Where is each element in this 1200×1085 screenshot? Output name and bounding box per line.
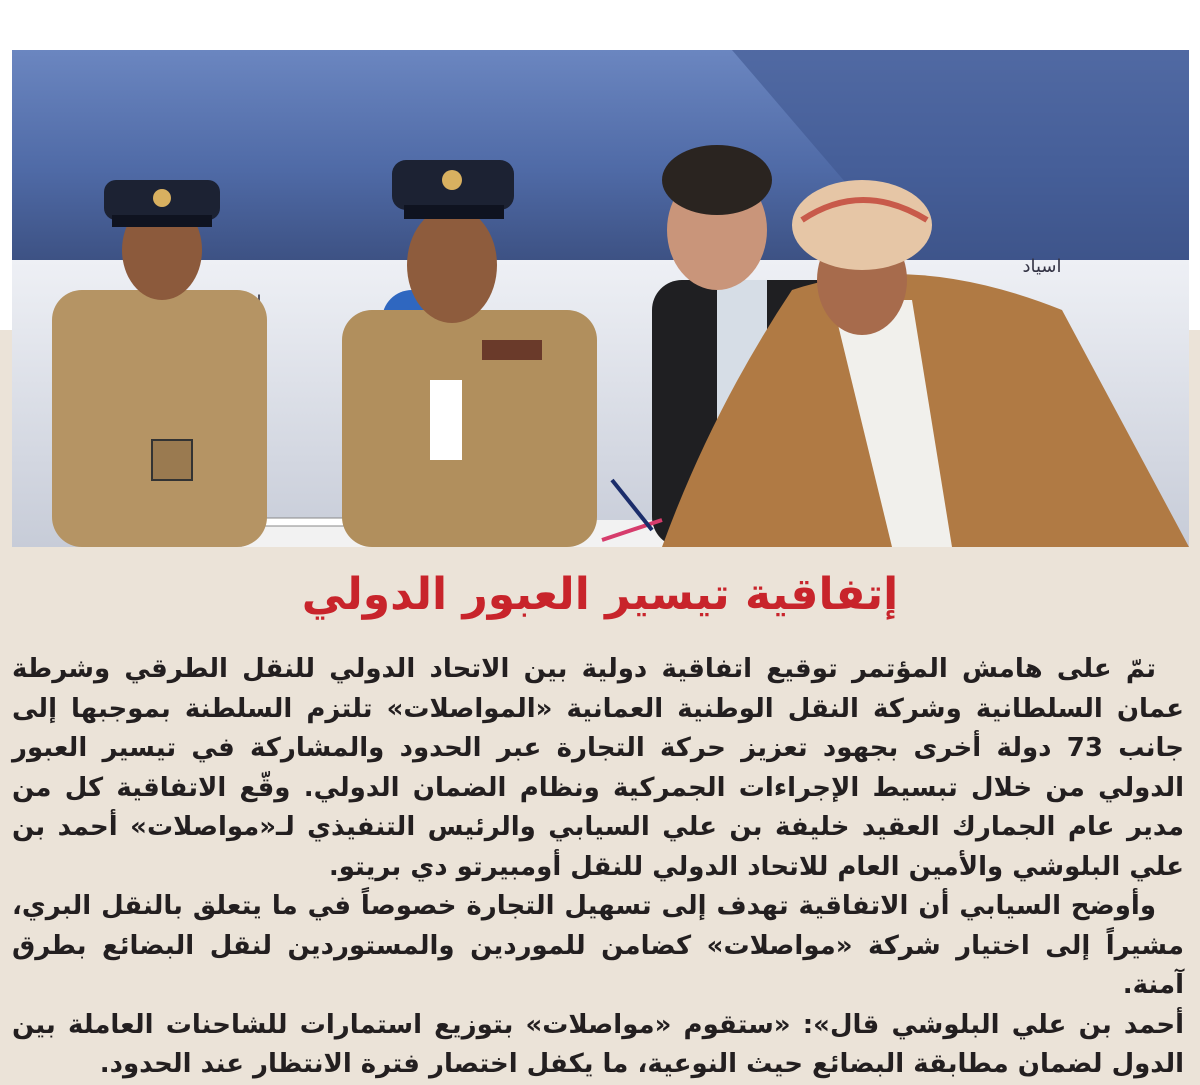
article-paragraph-1: تمّ على هامش المؤتمر توقيع اتفاقية دولية بين الاتحاد الدولي للنقل الطرقي وشرطة عمان السلطانية وشركة النقل الوطنية العمانية «المواصلات» تلتزم السلطنة بموجبها إلى جانب 73 دولة أخرى بجهود تعزيز حركة التجارة عبر الحدود والمشاركة في تيسير العبور الدولي من خلال تبسيط الإجراءات الجمركية ونظام الضمان الدولي. وقّع الاتفاقية كل من مدير عام الجمارك العقيد خليفة بن علي السيابي والرئيس التنفيذي لـ«مواصلات» أحمد بن علي البلوشي والأمين العام للاتحاد الدولي للنقل أومبيرتو دي بريتو. <box>12 654 1184 882</box>
article-paragraph-3: أحمد بن علي البلوشي قال»: «ستقوم «مواصلات» بتوزيع استمارات للشاحنات العاملة بين الدول لضمان مطابقة البضائع حيث النوعية، ما يكفل اختصار فترة الانتظار عند الحدود. <box>12 1009 1184 1079</box>
article-body <box>12 650 1184 1085</box>
news-photo <box>12 50 1189 547</box>
headline: إتفاقية تيسير العبور الدولي <box>301 569 899 620</box>
logo-text-right: اسياد <box>1022 256 1062 277</box>
article-paragraph-2: وأوضح السيابي أن الاتفاقية تهدف إلى تسهيل التجارة خصوصاً في ما يتعلق بالنقل البري، مشيراً إلى اختيار شركة «مواصلات» كضامن للموردين والمستوردين لنقل البضائع بطرق آمنة. <box>12 891 1184 1000</box>
